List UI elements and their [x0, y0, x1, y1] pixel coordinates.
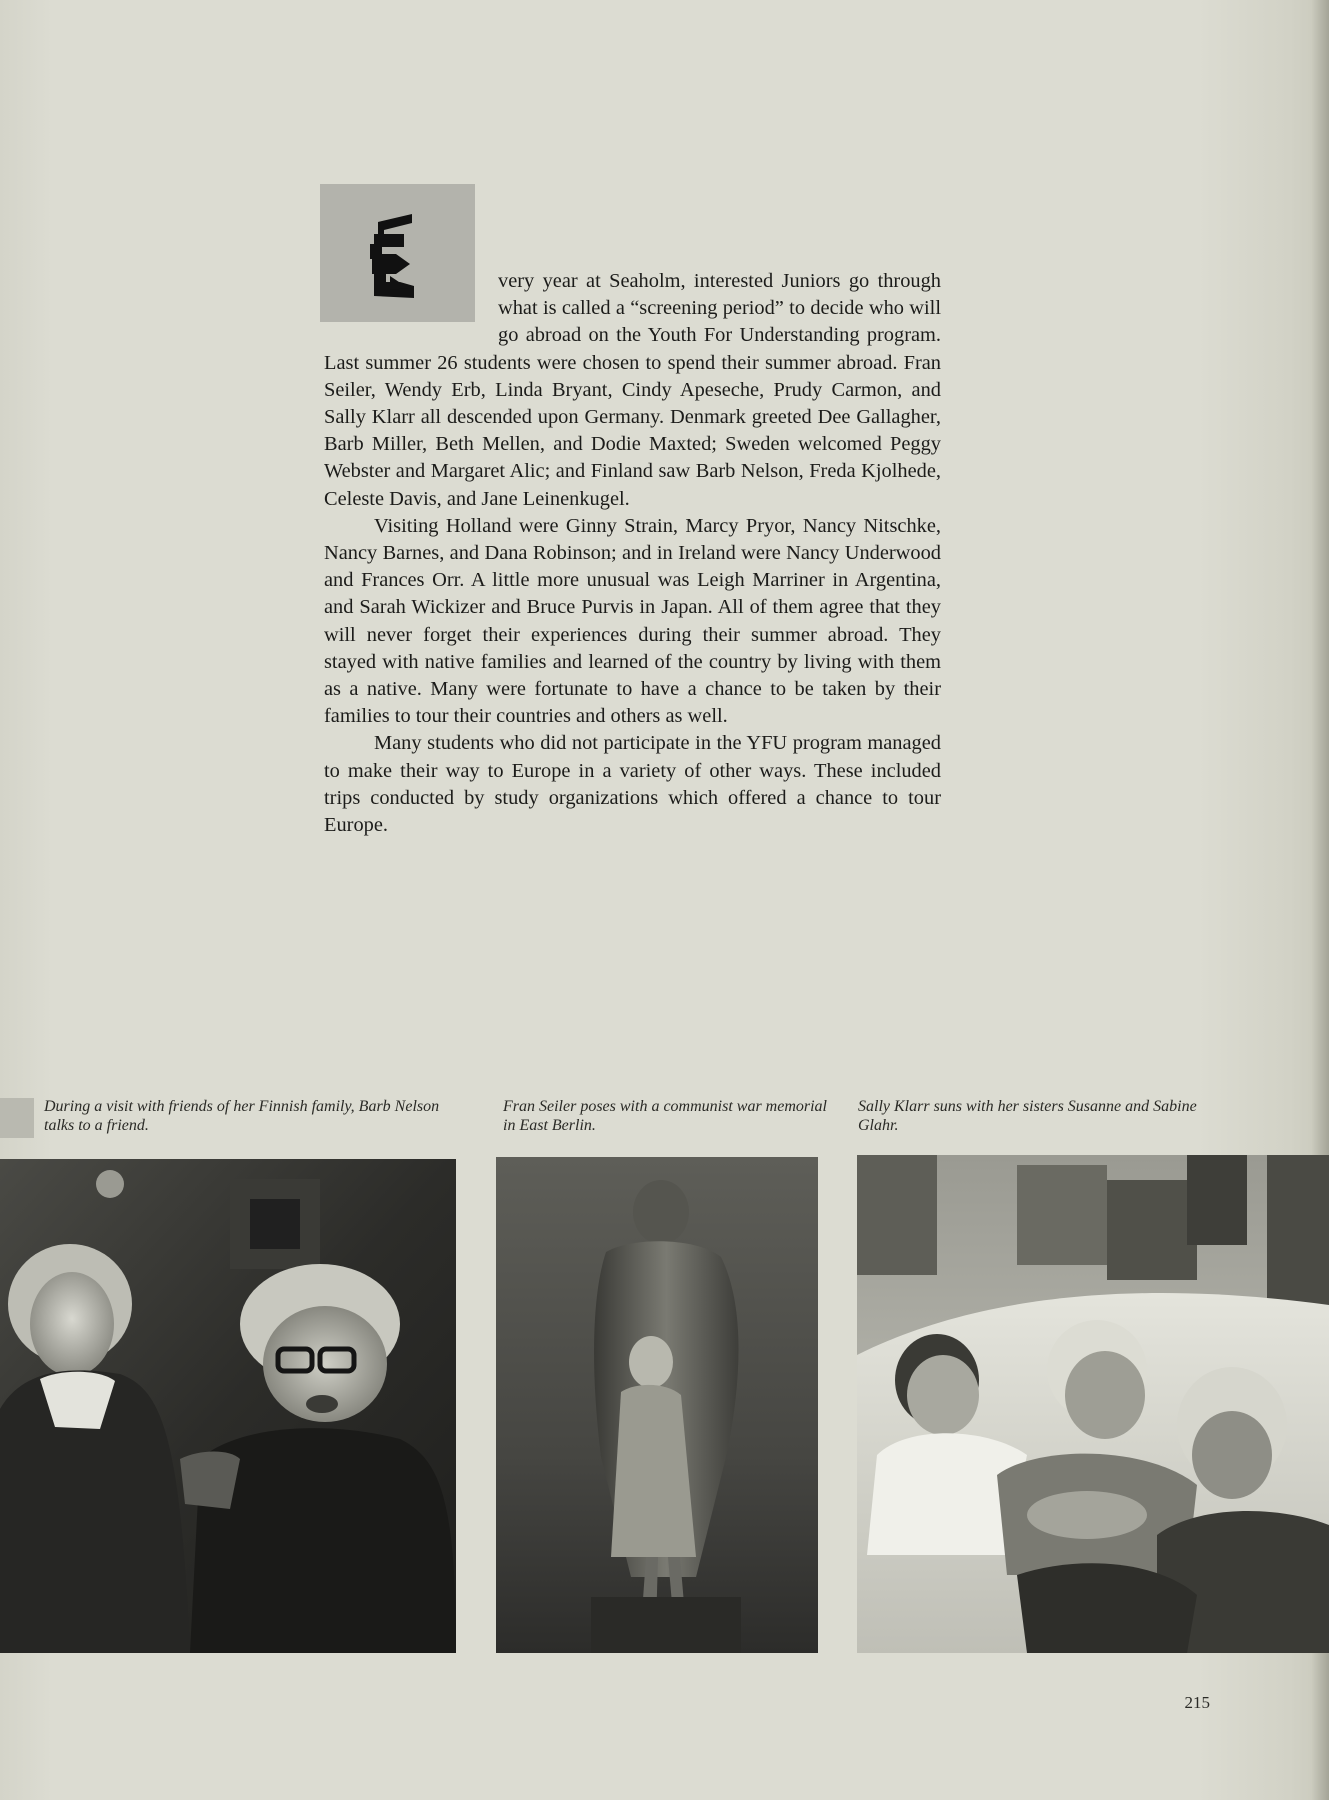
beach-sisters-photo — [857, 1155, 1329, 1653]
article-paragraph-1: very year at Seaholm, interested Juniors go through what is called a “screening period” to decide who will go abroad on the Youth For Understanding program. Last summer 26 students were chosen to spend their summer abroad. Fran Seiler, Wendy Erb, Linda Bryant, Cindy Apeseche, Prudy Carmon, and Sally Klarr all descended upon Germany. Denmark greeted Dee Gallagher, Barb Miller, Beth Mellen, and Dodie Maxted; Sweden welcomed Peggy Webster and Margaret Alic; and Finland saw Barb Nelson, Freda Kjolhede, Celeste Davis, and Jane Leinenkugel. — [324, 270, 941, 510]
two-people-photo — [0, 1159, 456, 1653]
war-memorial-photo — [496, 1157, 818, 1653]
drop-cap-spacer — [324, 268, 498, 348]
photo-caption-3: Sally Klarr suns with her sisters Susanne and Sabine Glahr. — [858, 1098, 1197, 1134]
margin-tab — [0, 1098, 34, 1138]
article-paragraph-2: Visiting Holland were Ginny Strain, Marcy Pryor, Nancy Nitschke, Nancy Barnes, and Dana Robinson; and in Ireland were Nancy Underwood and Frances Orr. A little more unusual was Leigh Marriner in Argentina, and Sarah Wickizer and Bruce Purvis in Japan. All of them agree that they will never forget their experiences during their summer abroad. They stayed with native families and learned of the country by living with them as a native. Many were fortunate to have a chance to be taken by their families to tour their countries and others as well. — [324, 514, 941, 728]
article-body — [324, 268, 941, 839]
photo-caption-1: During a visit with friends of her Finnish family, Barb Nelson talks to a friend. — [44, 1098, 440, 1134]
photo-caption-2: Fran Seiler poses with a communist war memorial in East Berlin. — [503, 1098, 827, 1134]
article-paragraph-3: Many students who did not participate in the YFU program managed to make their way to Europe in a variety of other ways. These included trips conducted by study organizations which offered a chance to tour Europe. — [324, 732, 941, 837]
page-number: 215 — [1184, 1693, 1210, 1712]
